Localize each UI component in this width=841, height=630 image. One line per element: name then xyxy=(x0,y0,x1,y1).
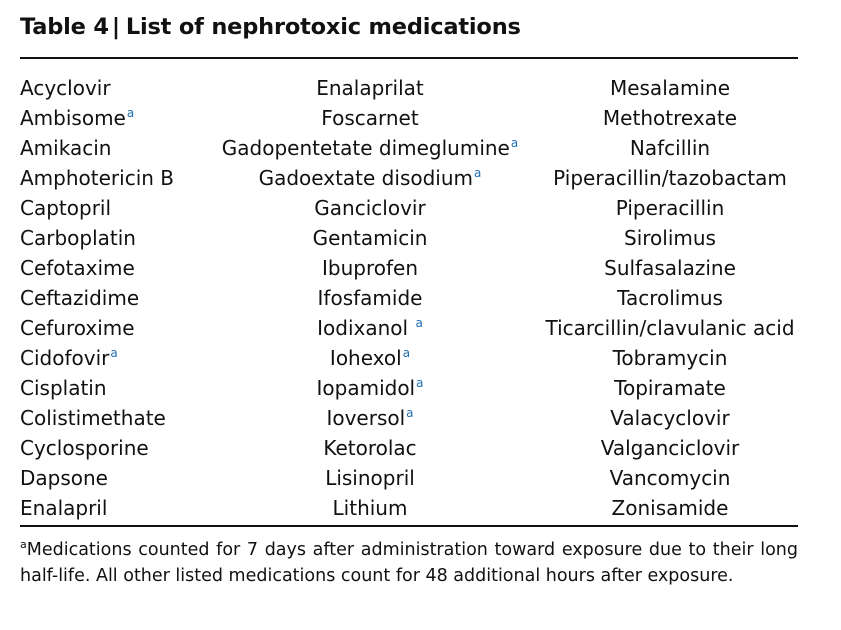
medication-name: Tobramycin xyxy=(612,346,728,370)
medication-cell xyxy=(20,253,135,283)
medication-name: Enalaprilat xyxy=(316,76,424,100)
medication-cell xyxy=(535,223,805,253)
medication-name: Foscarnet xyxy=(321,106,419,130)
medication-cell xyxy=(20,223,136,253)
table-row xyxy=(20,463,798,493)
medication-name: Sirolimus xyxy=(624,226,716,250)
medication-name: Cisplatin xyxy=(20,376,107,400)
medication-name: Iopamidol xyxy=(316,376,416,400)
medication-cell xyxy=(200,343,540,373)
medication-cell xyxy=(535,253,805,283)
medication-name: Iohexol xyxy=(329,346,402,370)
medication-name: Cefotaxime xyxy=(20,256,135,280)
medication-cell xyxy=(535,463,805,493)
medication-name: Captopril xyxy=(20,196,112,220)
medication-name: Lithium xyxy=(332,496,408,520)
medication-cell xyxy=(535,373,805,403)
footnote-marker: a xyxy=(20,538,27,551)
footnote-reference-marker: a xyxy=(474,166,482,180)
medication-name: Amphotericin B xyxy=(20,166,175,190)
medication-cell xyxy=(200,313,540,343)
table-row xyxy=(20,283,798,313)
medication-name: Ticarcillin/clavulanic acid xyxy=(545,316,795,340)
medication-cell xyxy=(20,133,111,163)
table-row xyxy=(20,103,798,133)
medication-name: Vancomycin xyxy=(609,466,731,490)
medication-cell xyxy=(20,163,174,193)
medication-name: Ketorolac xyxy=(323,436,417,460)
footnote-reference-marker: a xyxy=(416,376,424,390)
medication-cell xyxy=(200,223,540,253)
medication-cell xyxy=(200,463,540,493)
medication-name: Sulfasalazine xyxy=(604,256,736,280)
bottom-rule xyxy=(20,525,798,527)
footnote-reference-marker: a xyxy=(406,406,414,420)
table-row xyxy=(20,403,798,433)
medication-cell xyxy=(20,463,108,493)
medication-cell xyxy=(20,283,139,313)
table-row xyxy=(20,253,798,283)
medication-cell xyxy=(200,103,540,133)
medication-name: Piperacillin/tazobactam xyxy=(553,166,787,190)
medication-cell xyxy=(535,283,805,313)
footnote-reference-marker: a xyxy=(126,106,135,120)
medication-cell xyxy=(535,73,805,103)
medication-cell xyxy=(535,163,805,193)
medication-cell xyxy=(200,133,540,163)
medication-name: Cefuroxime xyxy=(20,316,135,340)
medication-cell xyxy=(535,193,805,223)
table-row xyxy=(20,73,798,103)
medication-name: Mesalamine xyxy=(609,76,731,100)
medication-name: Valacyclovir xyxy=(610,406,730,430)
table-footnote xyxy=(20,537,798,589)
medication-name: Zonisamide xyxy=(611,496,729,520)
medication-name: Ambisome xyxy=(20,106,126,130)
medication-name: Dapsone xyxy=(20,466,108,490)
medication-cell xyxy=(535,403,805,433)
table-row xyxy=(20,313,798,343)
medication-cell xyxy=(535,493,805,523)
table-caption: List of nephrotoxic medications xyxy=(125,14,521,40)
medication-name: Amikacin xyxy=(20,136,112,160)
top-rule xyxy=(20,57,798,59)
medication-name: Colistimethate xyxy=(20,406,166,430)
medication-name: Ganciclovir xyxy=(314,196,426,220)
medication-name: Ioversol xyxy=(326,406,406,430)
table-row xyxy=(20,433,798,463)
medication-name: Methotrexate xyxy=(602,106,738,130)
medication-cell xyxy=(20,373,107,403)
footnote-reference-marker: a xyxy=(415,316,423,330)
table-number: Table 4 xyxy=(20,14,109,40)
footnote-text: Medications counted for 7 days after administration toward exposure due to their long half-life. All other listed medications count for 48 additional hours after exposure. xyxy=(20,540,798,586)
medication-cell xyxy=(20,313,135,343)
medication-name: Gentamicin xyxy=(312,226,428,250)
table-row xyxy=(20,373,798,403)
medication-cell xyxy=(535,103,805,133)
medication-cell xyxy=(200,73,540,103)
medication-name: Gadopentetate dimeglumine xyxy=(221,136,510,160)
medication-cell xyxy=(20,403,166,433)
medication-cell xyxy=(535,133,805,163)
table-row xyxy=(20,133,798,163)
medication-cell xyxy=(20,433,149,463)
medication-cell xyxy=(535,313,805,343)
medication-cell xyxy=(20,103,134,133)
medication-name: Nafcillin xyxy=(629,136,711,160)
footnote-reference-marker: a xyxy=(510,136,519,150)
medication-table xyxy=(20,73,798,523)
medication-name: Acyclovir xyxy=(20,76,111,100)
footnote-reference-marker: a xyxy=(402,346,411,360)
medication-name: Valganciclovir xyxy=(600,436,740,460)
medication-cell xyxy=(535,343,805,373)
medication-name: Carboplatin xyxy=(20,226,136,250)
medication-cell xyxy=(20,493,107,523)
medication-cell xyxy=(200,403,540,433)
medication-name: Topiramate xyxy=(614,376,726,400)
medication-cell xyxy=(200,283,540,313)
table-row xyxy=(20,493,798,523)
medication-cell xyxy=(200,433,540,463)
medication-cell xyxy=(200,163,540,193)
medication-cell xyxy=(200,493,540,523)
medication-cell xyxy=(200,193,540,223)
table-row xyxy=(20,193,798,223)
table-title xyxy=(20,14,521,40)
medication-name: Tacrolimus xyxy=(617,286,723,310)
title-separator: | xyxy=(111,14,120,40)
table-row xyxy=(20,163,798,193)
medication-cell xyxy=(20,343,118,373)
medication-name: Lisinopril xyxy=(325,466,415,490)
medication-cell xyxy=(20,73,111,103)
footnote-reference-marker: a xyxy=(110,346,118,360)
medication-name: Cyclosporine xyxy=(20,436,149,460)
medication-name: Ifosfamide xyxy=(317,286,423,310)
medication-name: Piperacillin xyxy=(615,196,725,220)
table-row xyxy=(20,223,798,253)
medication-name: Ceftazidime xyxy=(20,286,140,310)
medication-name: Cidofovir xyxy=(20,346,110,370)
medication-name: Gadoextate disodium xyxy=(258,166,474,190)
medication-cell xyxy=(200,373,540,403)
medication-name: Ibuprofen xyxy=(321,256,418,280)
medication-name: Iodixanol xyxy=(317,316,415,340)
medication-cell xyxy=(200,253,540,283)
medication-name: Enalapril xyxy=(20,496,108,520)
medication-cell xyxy=(20,193,111,223)
medication-cell xyxy=(535,433,805,463)
table-row xyxy=(20,343,798,373)
